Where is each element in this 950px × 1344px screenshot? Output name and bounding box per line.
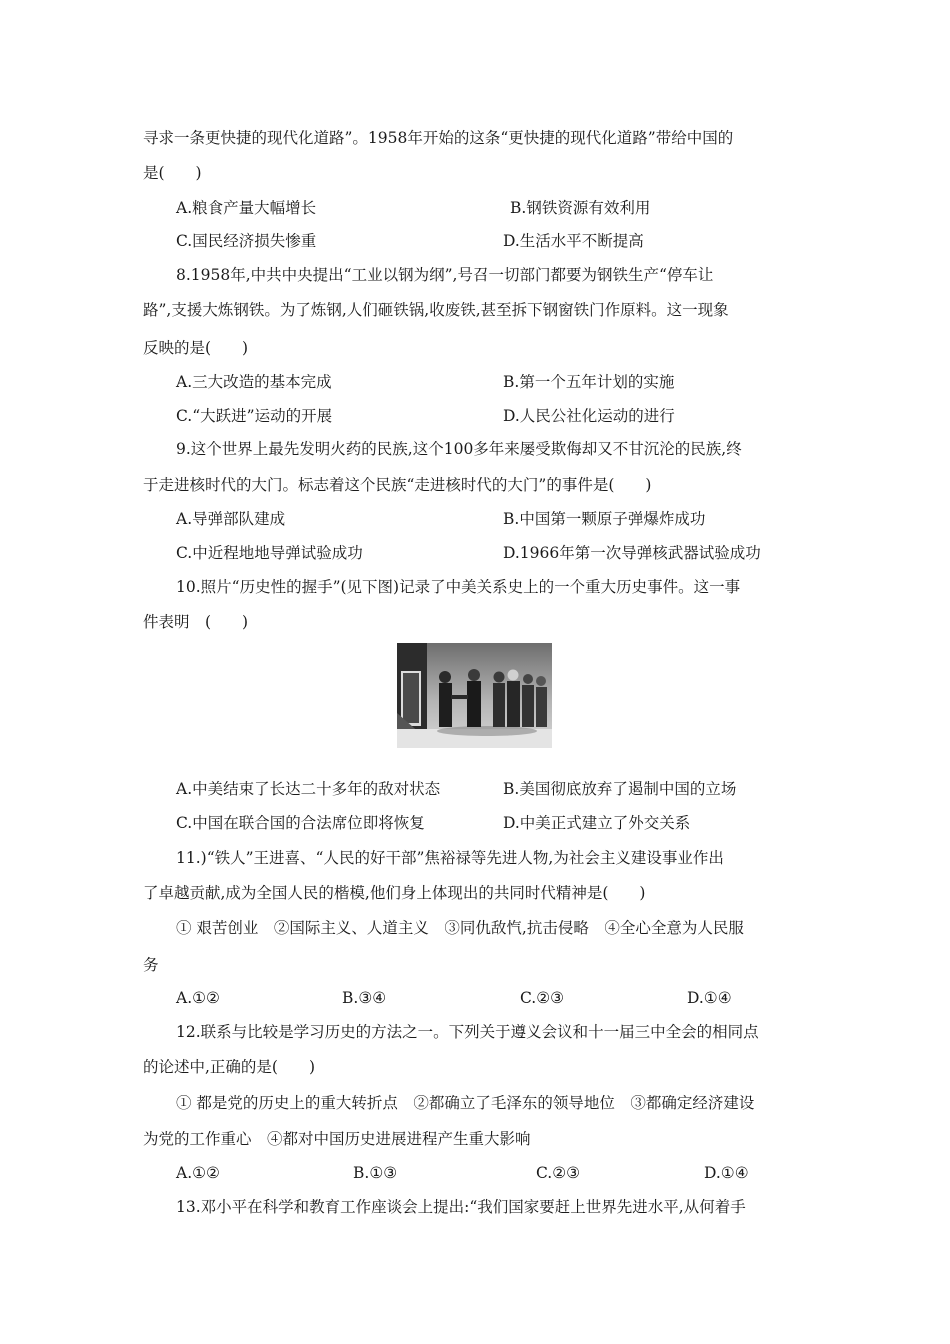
q8-option-a: A.三大改造的基本完成 [176,373,332,391]
q7-option-d: D.生活水平不断提高 [503,232,644,250]
q12-stem-line-1: 12.联系与比较是学习历史的方法之一。下列关于遵义会议和十一届三中全会的相同点 [176,1023,759,1041]
q12-option-b: B.①③ [353,1164,398,1182]
q8-stem-line-3: 反映的是( ) [143,339,249,357]
q12-stem-line-2: 的论述中,正确的是( ) [143,1058,316,1076]
q8-stem-line-2: 路”,支援大炼钢铁。为了炼钢,人们砸铁锅,收废铁,甚至拆下钢窗铁门作原料。这一现象 [143,301,729,319]
q12-option-c: C.②③ [536,1164,581,1182]
q7-option-b: B.钢铁资源有效利用 [510,199,651,217]
q12-items-line-1: ① 都是党的历史上的重大转折点 ②都确立了毛泽东的领导地位 ③都确定经济建设 [176,1094,755,1112]
q10-option-c: C.中国在联合国的合法席位即将恢复 [176,814,425,832]
q9-option-b: B.中国第一颗原子弹爆炸成功 [503,510,706,528]
q12-items-line-2: 为党的工作重心 ④都对中国历史进展进程产生重大影响 [143,1130,531,1148]
q12-option-d: D.①④ [704,1164,749,1182]
q9-option-d: D.1966年第一次导弹核武器试验成功 [503,544,761,562]
q10-option-b: B.美国彻底放弃了遏制中国的立场 [503,780,737,798]
q8-stem-line-1: 8.1958年,中共中央提出“工业以钢为纲”,号召一切部门都要为钢铁生产“停车让 [176,266,714,284]
q11-option-c: C.②③ [520,989,565,1007]
q10-stem-line-1: 10.照片“历史性的握手”(见下图)记录了中美关系史上的一个重大历史事件。这一事 [176,578,741,596]
q10-stem-line-2: 件表明 ( ) [143,613,249,631]
q11-items-line-2: 务 [143,956,159,974]
q9-stem-line-2: 于走进核时代的大门。标志着这个民族“走进核时代的大门”的事件是( ) [143,476,652,494]
q7-stem-line-1: 寻求一条更快捷的现代化道路”。1958年开始的这条“更快捷的现代化道路”带给中国的 [143,129,734,147]
q9-stem-line-1: 9.这个世界上最先发明火药的民族,这个100多年来屡受欺侮却又不甘沉沦的民族,终 [176,440,742,458]
q9-option-a: A.导弹部队建成 [176,510,286,528]
q11-option-a: A.①② [176,989,220,1007]
q12-option-a: A.①② [176,1164,220,1182]
q11-items-line-1: ① 艰苦创业 ②国际主义、人道主义 ③同仇敌忾,抗击侵略 ④全心全意为人民服 [176,919,744,937]
q13-stem-line-1: 13.邓小平在科学和教育工作座谈会上提出:“我们国家要赶上世界先进水平,从何着手 [176,1198,746,1216]
photo-illustration [397,643,552,748]
historic-handshake-photo [397,643,552,748]
q7-option-a: A.粮食产量大幅增长 [176,199,317,217]
q11-option-d: D.①④ [687,989,732,1007]
q9-option-c: C.中近程地地导弹试验成功 [176,544,363,562]
q11-option-b: B.③④ [342,989,387,1007]
q8-option-d: D.人民公社化运动的进行 [503,407,675,425]
q7-option-c: C.国民经济损失惨重 [176,232,317,250]
q11-stem-line-1: 11.)“铁人”王进喜、“人民的好干部”焦裕禄等先进人物,为社会主义建设事业作出 [176,849,724,867]
q10-option-d: D.中美正式建立了外交关系 [503,814,691,832]
q7-stem-line-2: 是( ) [143,164,202,182]
q11-stem-line-2: 了卓越贡献,成为全国人民的楷模,他们身上体现出的共同时代精神是( ) [143,884,646,902]
q10-option-a: A.中美结束了长达二十多年的敌对状态 [176,780,441,798]
q8-option-c: C.“大跃进”运动的开展 [176,407,333,425]
q8-option-b: B.第一个五年计划的实施 [503,373,675,391]
